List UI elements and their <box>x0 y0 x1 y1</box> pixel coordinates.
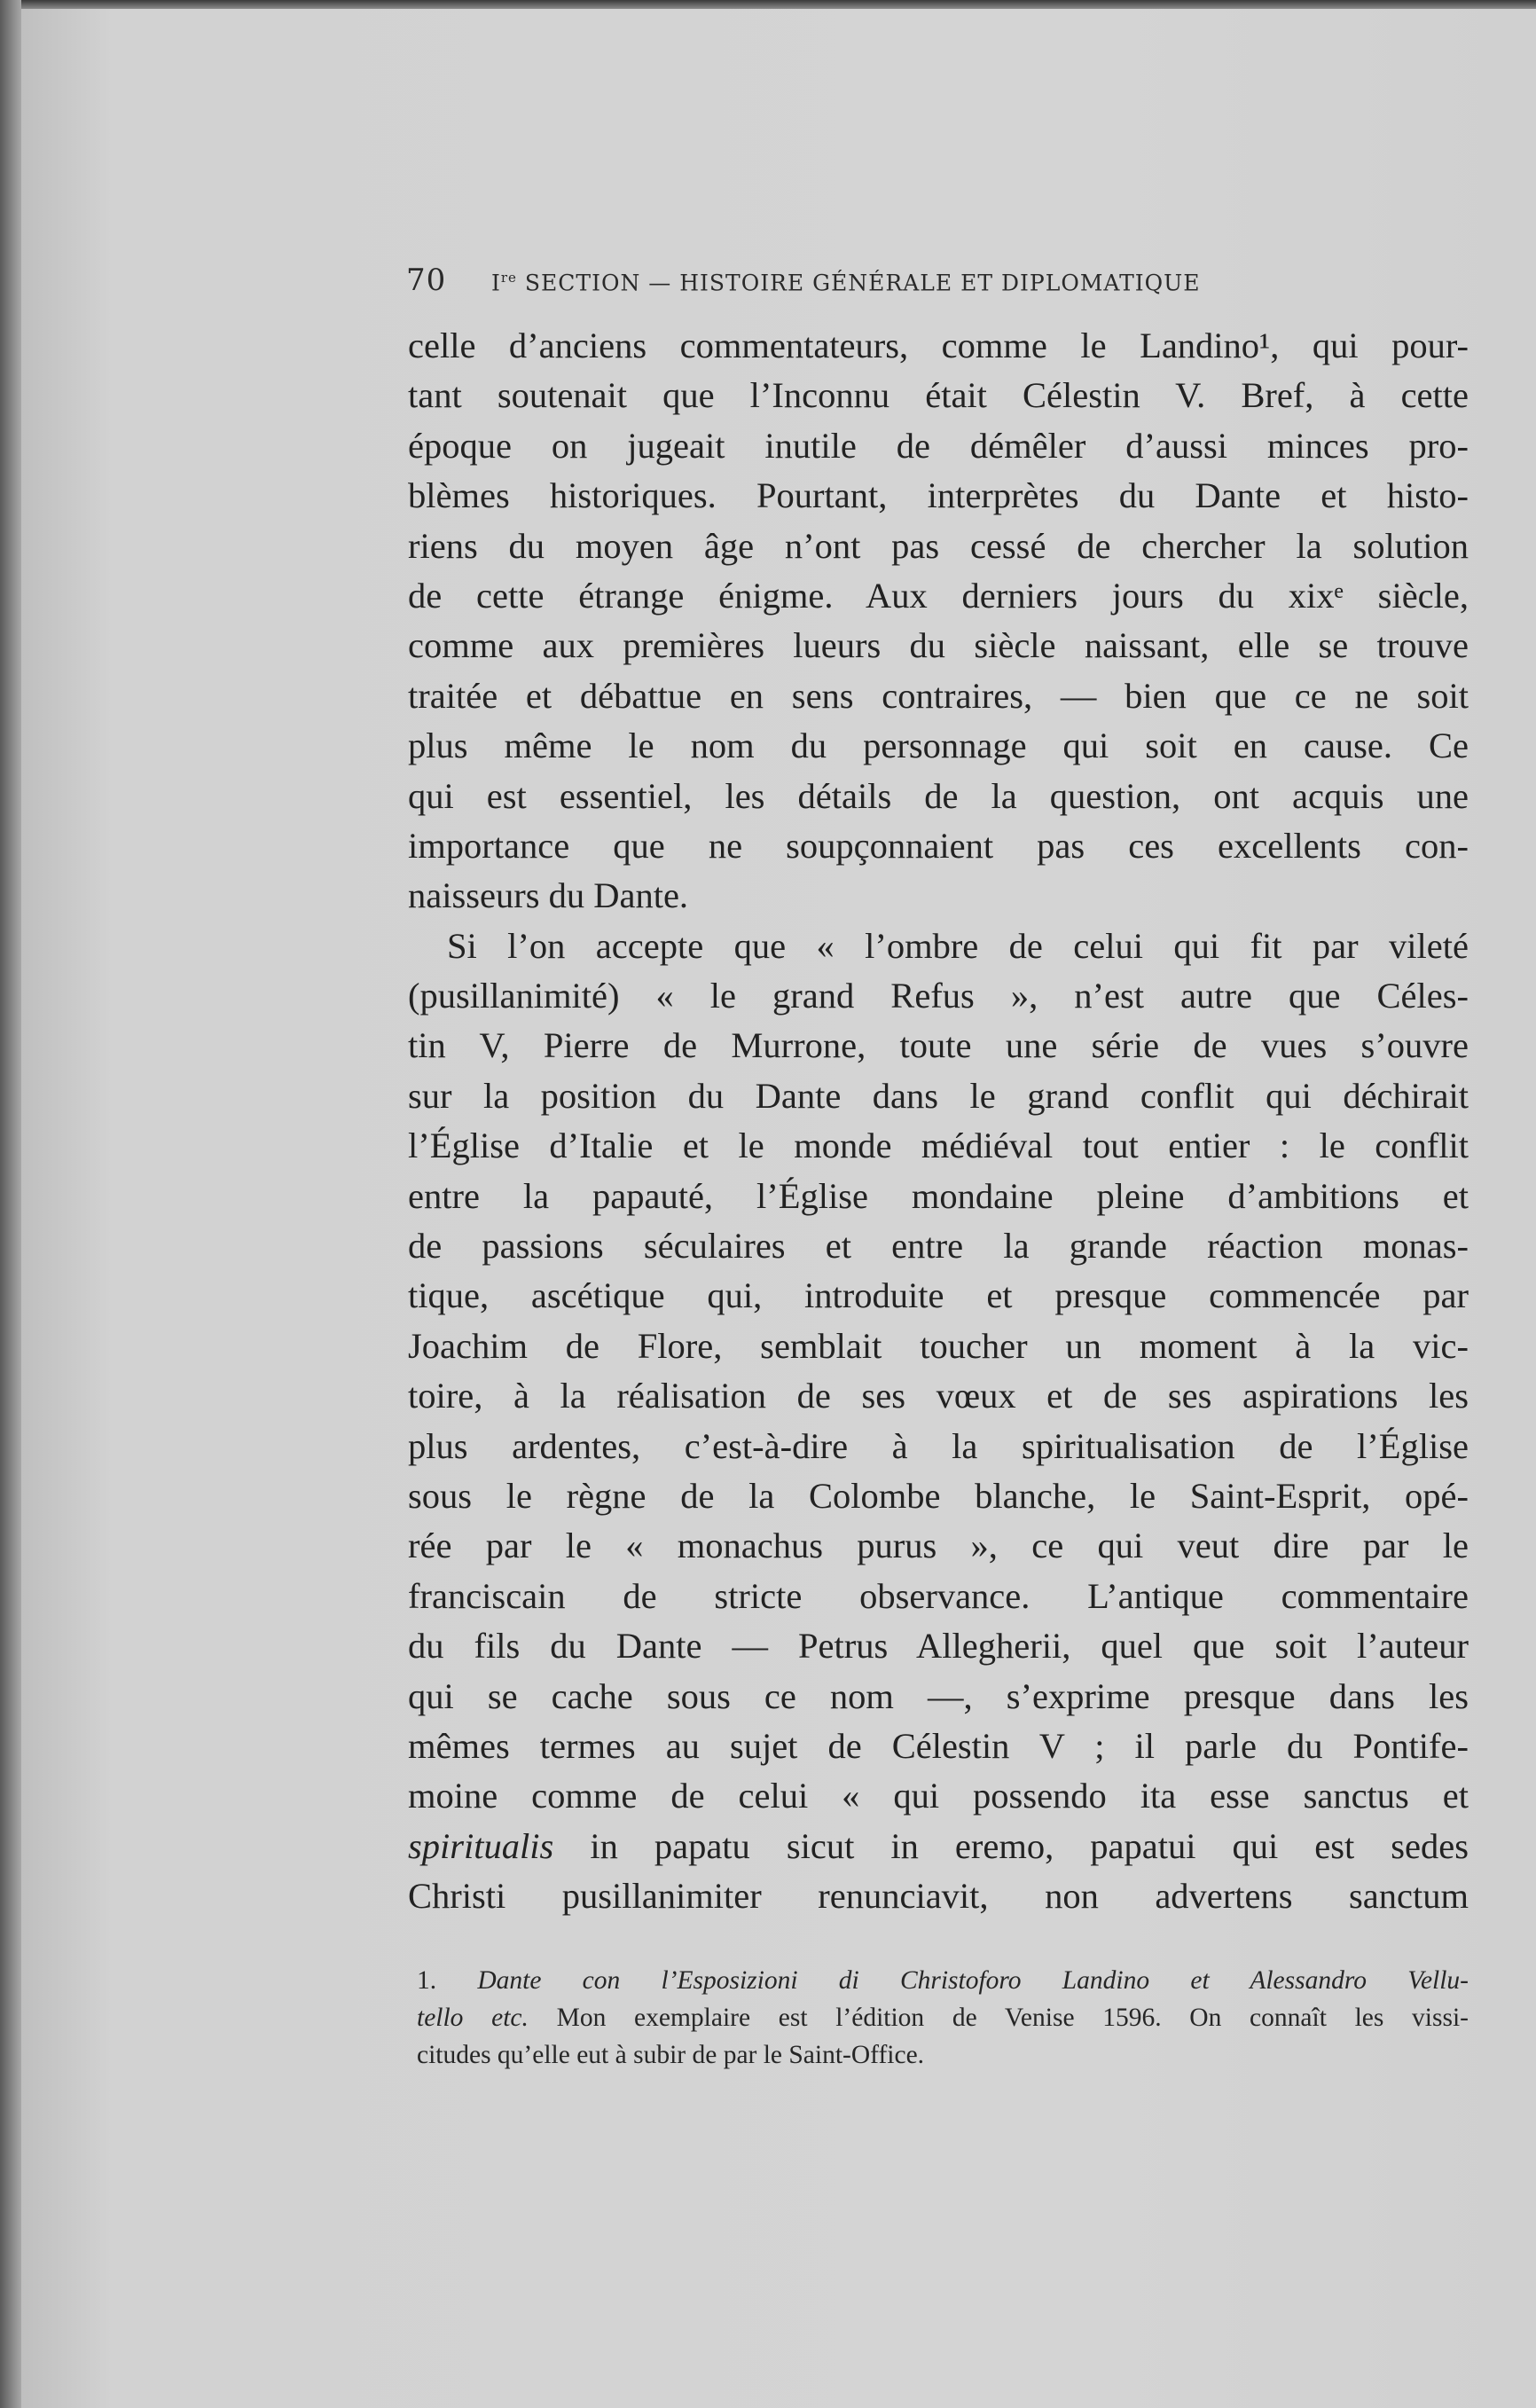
text-line: comme aux premières lueurs du siècle naissant, elle se trouve <box>408 625 1469 666</box>
text-line: tin V, Pierre de Murrone, toute une série de vues s’ouvre <box>408 1025 1469 1066</box>
book-gutter-edge <box>0 0 21 2408</box>
text-line: riens du moyen âge n’ont pas cessé de chercher la solution <box>408 525 1469 566</box>
footnote-citation: Dante con l’Esposizioni di Christoforo Landino et Alessandro Vellu- <box>477 1966 1469 1995</box>
text-line: tant soutenait que l’Inconnu était Célestin V. Bref, à cette <box>408 375 1469 416</box>
footnote-line <box>417 1962 1469 1999</box>
text-line: plus ardentes, c’est-à-dire à la spiritualisation de l’Église <box>408 1425 1469 1466</box>
text-line: qui se cache sous ce nom —, s’exprime presque dans les <box>408 1675 1469 1716</box>
text-line: tique, ascétique qui, introduite et presque commencée par <box>408 1275 1469 1316</box>
footnote-citation-end: tello etc. <box>417 2004 529 2032</box>
footnote <box>417 1962 1469 2074</box>
text-line <box>408 1822 1469 1871</box>
text-line: celle d’anciens commentateurs, comme le Landino¹, qui pour- <box>408 326 1469 365</box>
footnote-text: Mon exemplaire est l’édition de Venise 1596. On connaît les vissi- <box>528 2004 1469 2032</box>
text-line: (pusillanimité) « le grand Refus », n’est autre que Céles- <box>408 976 1469 1016</box>
text-line: toire, à la réalisation de ses vœux et de ses aspirations les <box>408 1376 1469 1416</box>
section-prefix: I <box>491 270 501 295</box>
text-fragment: in papatu sicut in eremo, papatui qui est sedes <box>553 1825 1469 1866</box>
text-line: plus même le nom du personnage qui soit en cause. Ce <box>408 726 1469 766</box>
text-line: franciscain de stricte observance. L’antique commentaire <box>408 1575 1469 1616</box>
page-number: 70 <box>406 263 447 298</box>
text-line: Joachim de Flore, semblait toucher un moment à la vic- <box>408 1325 1469 1366</box>
footnote-line <box>417 1999 1469 2036</box>
section-text: SECTION — HISTOIRE GÉNÉRALE ET DIPLOMATIQUE <box>516 270 1201 295</box>
section-title <box>491 270 1200 295</box>
text-line: importance que ne soupçonnaient pas ces excellents con- <box>408 825 1469 866</box>
section-sup: re <box>500 269 517 286</box>
text-line: de cette étrange énigme. Aux derniers jours du xixᵉ siècle, <box>408 575 1469 616</box>
text-line: Si l’on accepte que « l’ombre de celui qui fit par vileté <box>447 925 1469 966</box>
footnote-marker: 1. <box>417 1966 478 1995</box>
text-line: rée par le « monachus purus », ce qui veut dire par le <box>408 1526 1469 1566</box>
text-line: de passions séculaires et entre la grande réaction monas- <box>408 1226 1469 1267</box>
text-line: sous le règne de la Colombe blanche, le Saint-Esprit, opé- <box>408 1475 1469 1516</box>
italic-word: spiritualis <box>408 1825 554 1866</box>
text-line: du fils du Dante — Petrus Allegherii, quel que soit l’auteur <box>408 1626 1469 1667</box>
text-line: entre la papauté, l’Église mondaine pleine d’ambitions et <box>408 1175 1469 1216</box>
text-line: l’Église d’Italie et le monde médiéval tout entier : le conflit <box>408 1126 1469 1166</box>
text-line: blèmes historiques. Pourtant, interprètes du Dante et histo- <box>408 475 1469 516</box>
running-header <box>406 263 1470 298</box>
text-line: traitée et débattue en sens contraires, — bien que ce ne soit <box>408 675 1469 716</box>
top-scan-edge <box>21 0 1536 9</box>
text-line: sur la position du Dante dans le grand conflit qui déchirait <box>408 1075 1469 1116</box>
main-text <box>408 321 1469 1922</box>
text-line: naisseurs du Dante. <box>408 875 689 916</box>
text-line: mêmes termes au sujet de Célestin V ; il parle du Pontife- <box>408 1725 1469 1766</box>
text-line: qui est essentiel, les détails de la question, ont acquis une <box>408 775 1469 816</box>
text-line: époque on jugeait inutile de démêler d’aussi minces pro- <box>408 425 1469 466</box>
footnote-line: citudes qu’elle eut à subir de par le Saint-Office. <box>417 2041 925 2069</box>
text-line: moine comme de celui « qui possendo ita esse sanctus et <box>408 1776 1469 1816</box>
text-line: Christi pusillanimiter renunciavit, non advertens sanctum <box>408 1876 1469 1917</box>
